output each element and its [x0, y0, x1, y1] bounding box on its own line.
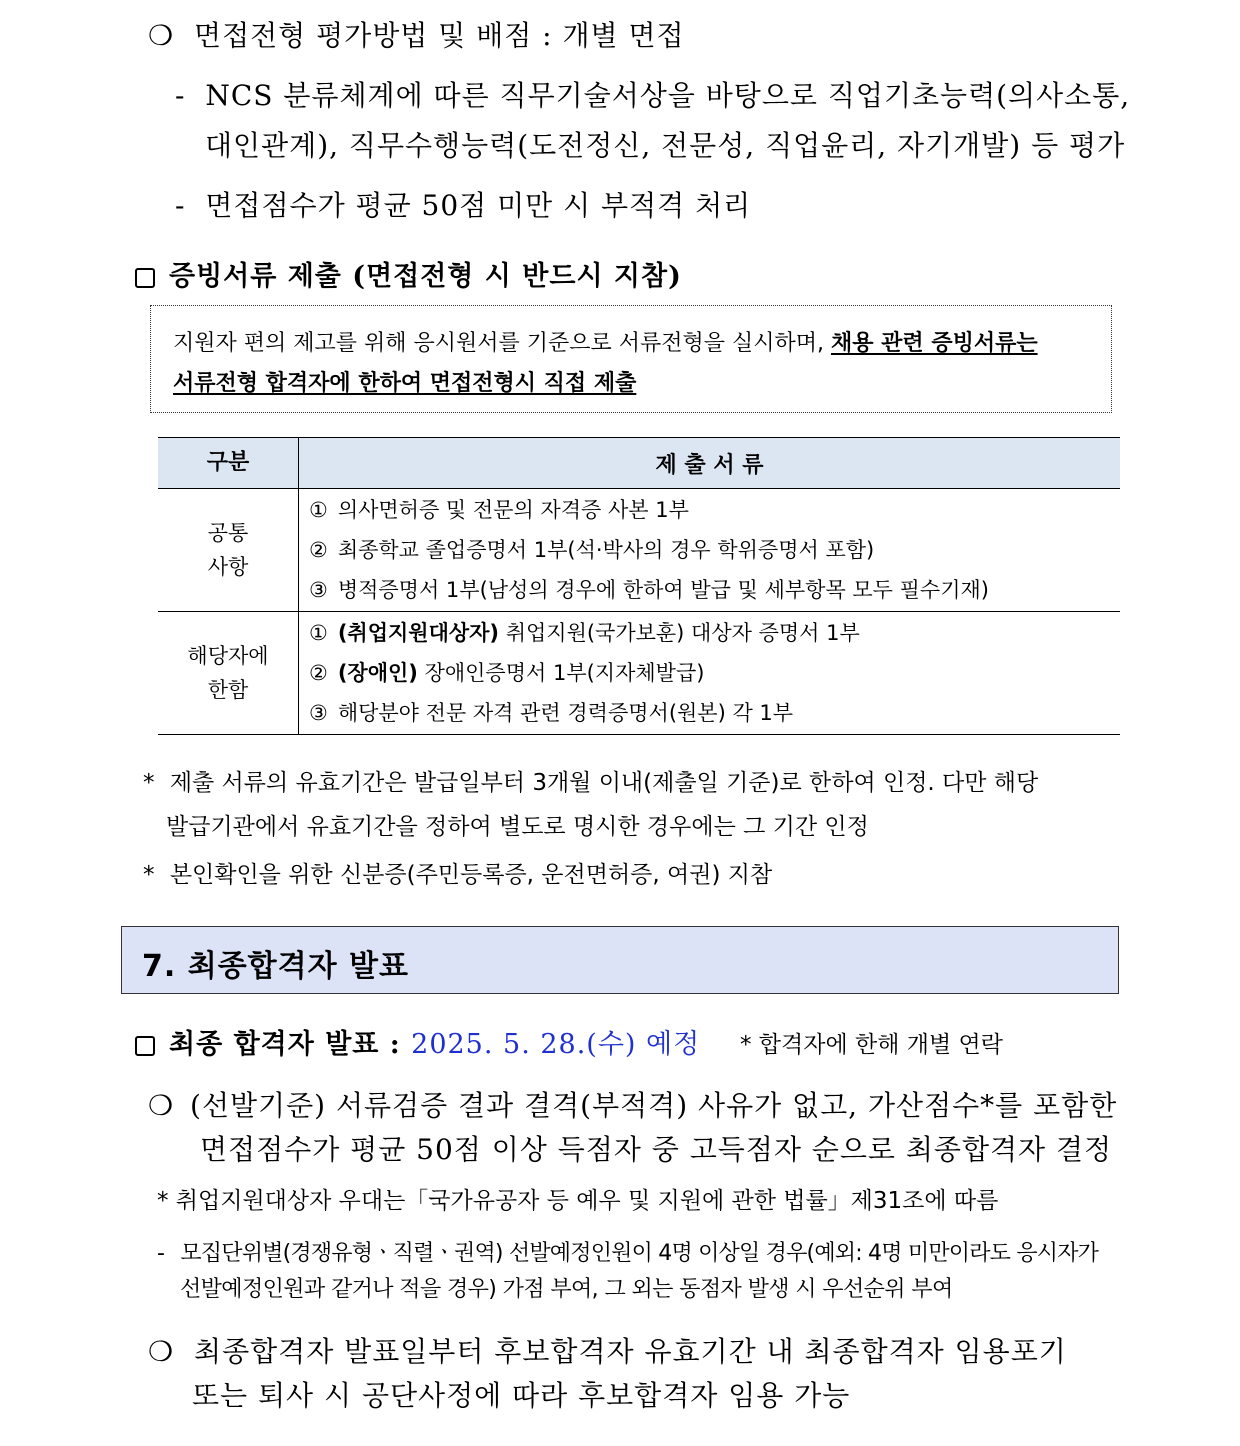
circle-bullet-icon: ❍ [148, 19, 175, 52]
common-label: 공통 사항 [158, 489, 299, 612]
circle-bullet-icon: ❍ [148, 1335, 175, 1368]
list-item: ① 의사면허증 및 전문의 자격증 사본 1부 [309, 498, 689, 522]
documents-heading: 증빙서류 제출 (면접전형 시 반드시 지참) [135, 254, 682, 293]
list-item: ① (취업지원대상자) 취업지원(국가보훈) 대상자 증명서 1부 [309, 621, 860, 645]
announcement-date: 2025. 5. 28.(수) 예정 [411, 1029, 701, 1060]
interview-item-1-line-2: 대인관계), 직무수행능력(도전정신, 전문성, 직업윤리, 자기개발) 등 평가 [205, 129, 1126, 162]
list-item: ③ 병적증명서 1부(남성의 경우에 한하여 발급 및 세부항목 모두 필수기재) [309, 578, 989, 602]
criteria-note: * 취업지원대상자 우대는「국가유공자 등 예우 및 지원에 관한 법률」제31조에 따름 [157, 1188, 999, 1214]
criteria-line-2: 면접점수가 평균 50점 이상 득점자 중 고득점자 순으로 최종합격자 결정 [200, 1133, 1113, 1166]
reserve-line-2: 또는 퇴사 시 공단사정에 따라 후보합격자 임용 가능 [192, 1379, 851, 1412]
list-item: ② (장애인) 장애인증명서 1부(지자체발급) [309, 661, 705, 685]
common-items [299, 489, 1121, 612]
list-item: ② 최종학교 졸업증명서 1부(석·박사의 경우 학위증명서 포함) [309, 538, 875, 562]
checkbox-icon [135, 1036, 155, 1056]
notice-line-2: 서류전형 합격자에 한하여 면접전형시 직접 제출 [173, 371, 637, 396]
interview-heading [148, 14, 685, 54]
list-item: ③ 해당분야 전문 자격 관련 경력증명서(원본) 각 1부 [309, 701, 794, 725]
table-header-row [158, 438, 1120, 489]
sub-line-2: 선발예정인원과 같거나 적을 경우) 가점 부여, 그 외는 동점자 발생 시 우선순위 부여 [180, 1277, 953, 1302]
checkbox-icon [135, 268, 155, 288]
note-1-line-1: * 제출 서류의 유효기간은 발급일부터 3개월 이내(제출일 기준)로 한하여 인정. 다만 해당 [143, 770, 1039, 796]
dash-bullet: - [175, 79, 186, 112]
note-2: * 본인확인을 위한 신분증(주민등록증, 운전면허증, 여권) 지참 [143, 862, 773, 888]
applicable-label: 해당자에 한함 [158, 612, 299, 735]
sub-line-1: - 모집단위별(경쟁유형ㆍ직렬ㆍ권역) 선발예정인원이 4명 이상일 경우(예외: 4명 미만이라도 응시자가 [157, 1241, 1099, 1266]
applicable-items [299, 612, 1121, 735]
header-category: 구분 [158, 438, 299, 489]
announcement-note: * 합격자에 한해 개별 연락 [740, 1032, 1003, 1058]
notice-line-1: 지원자 편의 제고를 위해 응시원서를 기준으로 서류전형을 실시하며, 채용 관련 증빙서류는 [173, 331, 1038, 356]
reserve-line-1: ❍ 최종합격자 발표일부터 후보합격자 유효기간 내 최종합격자 임용포기 [148, 1335, 1067, 1368]
dash-bullet: - [175, 189, 186, 222]
note-1-line-2: 발급기관에서 유효기간을 정하여 별도로 명시한 경우에는 그 기간 인정 [166, 814, 869, 840]
circle-bullet-icon: ❍ [148, 1089, 175, 1122]
header-documents: 제 출 서 류 [299, 438, 1121, 489]
documents-table [158, 437, 1120, 735]
section-7-header [121, 926, 1119, 994]
criteria-line-1: ❍ (선발기준) 서류검증 결과 결격(부적격) 사유가 없고, 가산점수*를 포함한 [148, 1089, 1118, 1122]
interview-heading-text: 면접전형 평가방법 및 배점 : 개별 면접 [194, 19, 685, 52]
table-row [158, 612, 1120, 735]
table-row [158, 489, 1120, 612]
documents-notice-box [150, 305, 1112, 413]
interview-item-2: - 면접점수가 평균 50점 미만 시 부적격 처리 [175, 189, 752, 222]
interview-item-1-line-1: - NCS 분류체계에 따른 직무기술서상을 바탕으로 직업기초능력(의사소통, [175, 79, 1131, 112]
section-7-title: 7. 최종합격자 발표 [142, 949, 410, 984]
announcement-line: 최종 합격자 발표 : 2025. 5. 28.(수) 예정 [135, 1022, 700, 1061]
